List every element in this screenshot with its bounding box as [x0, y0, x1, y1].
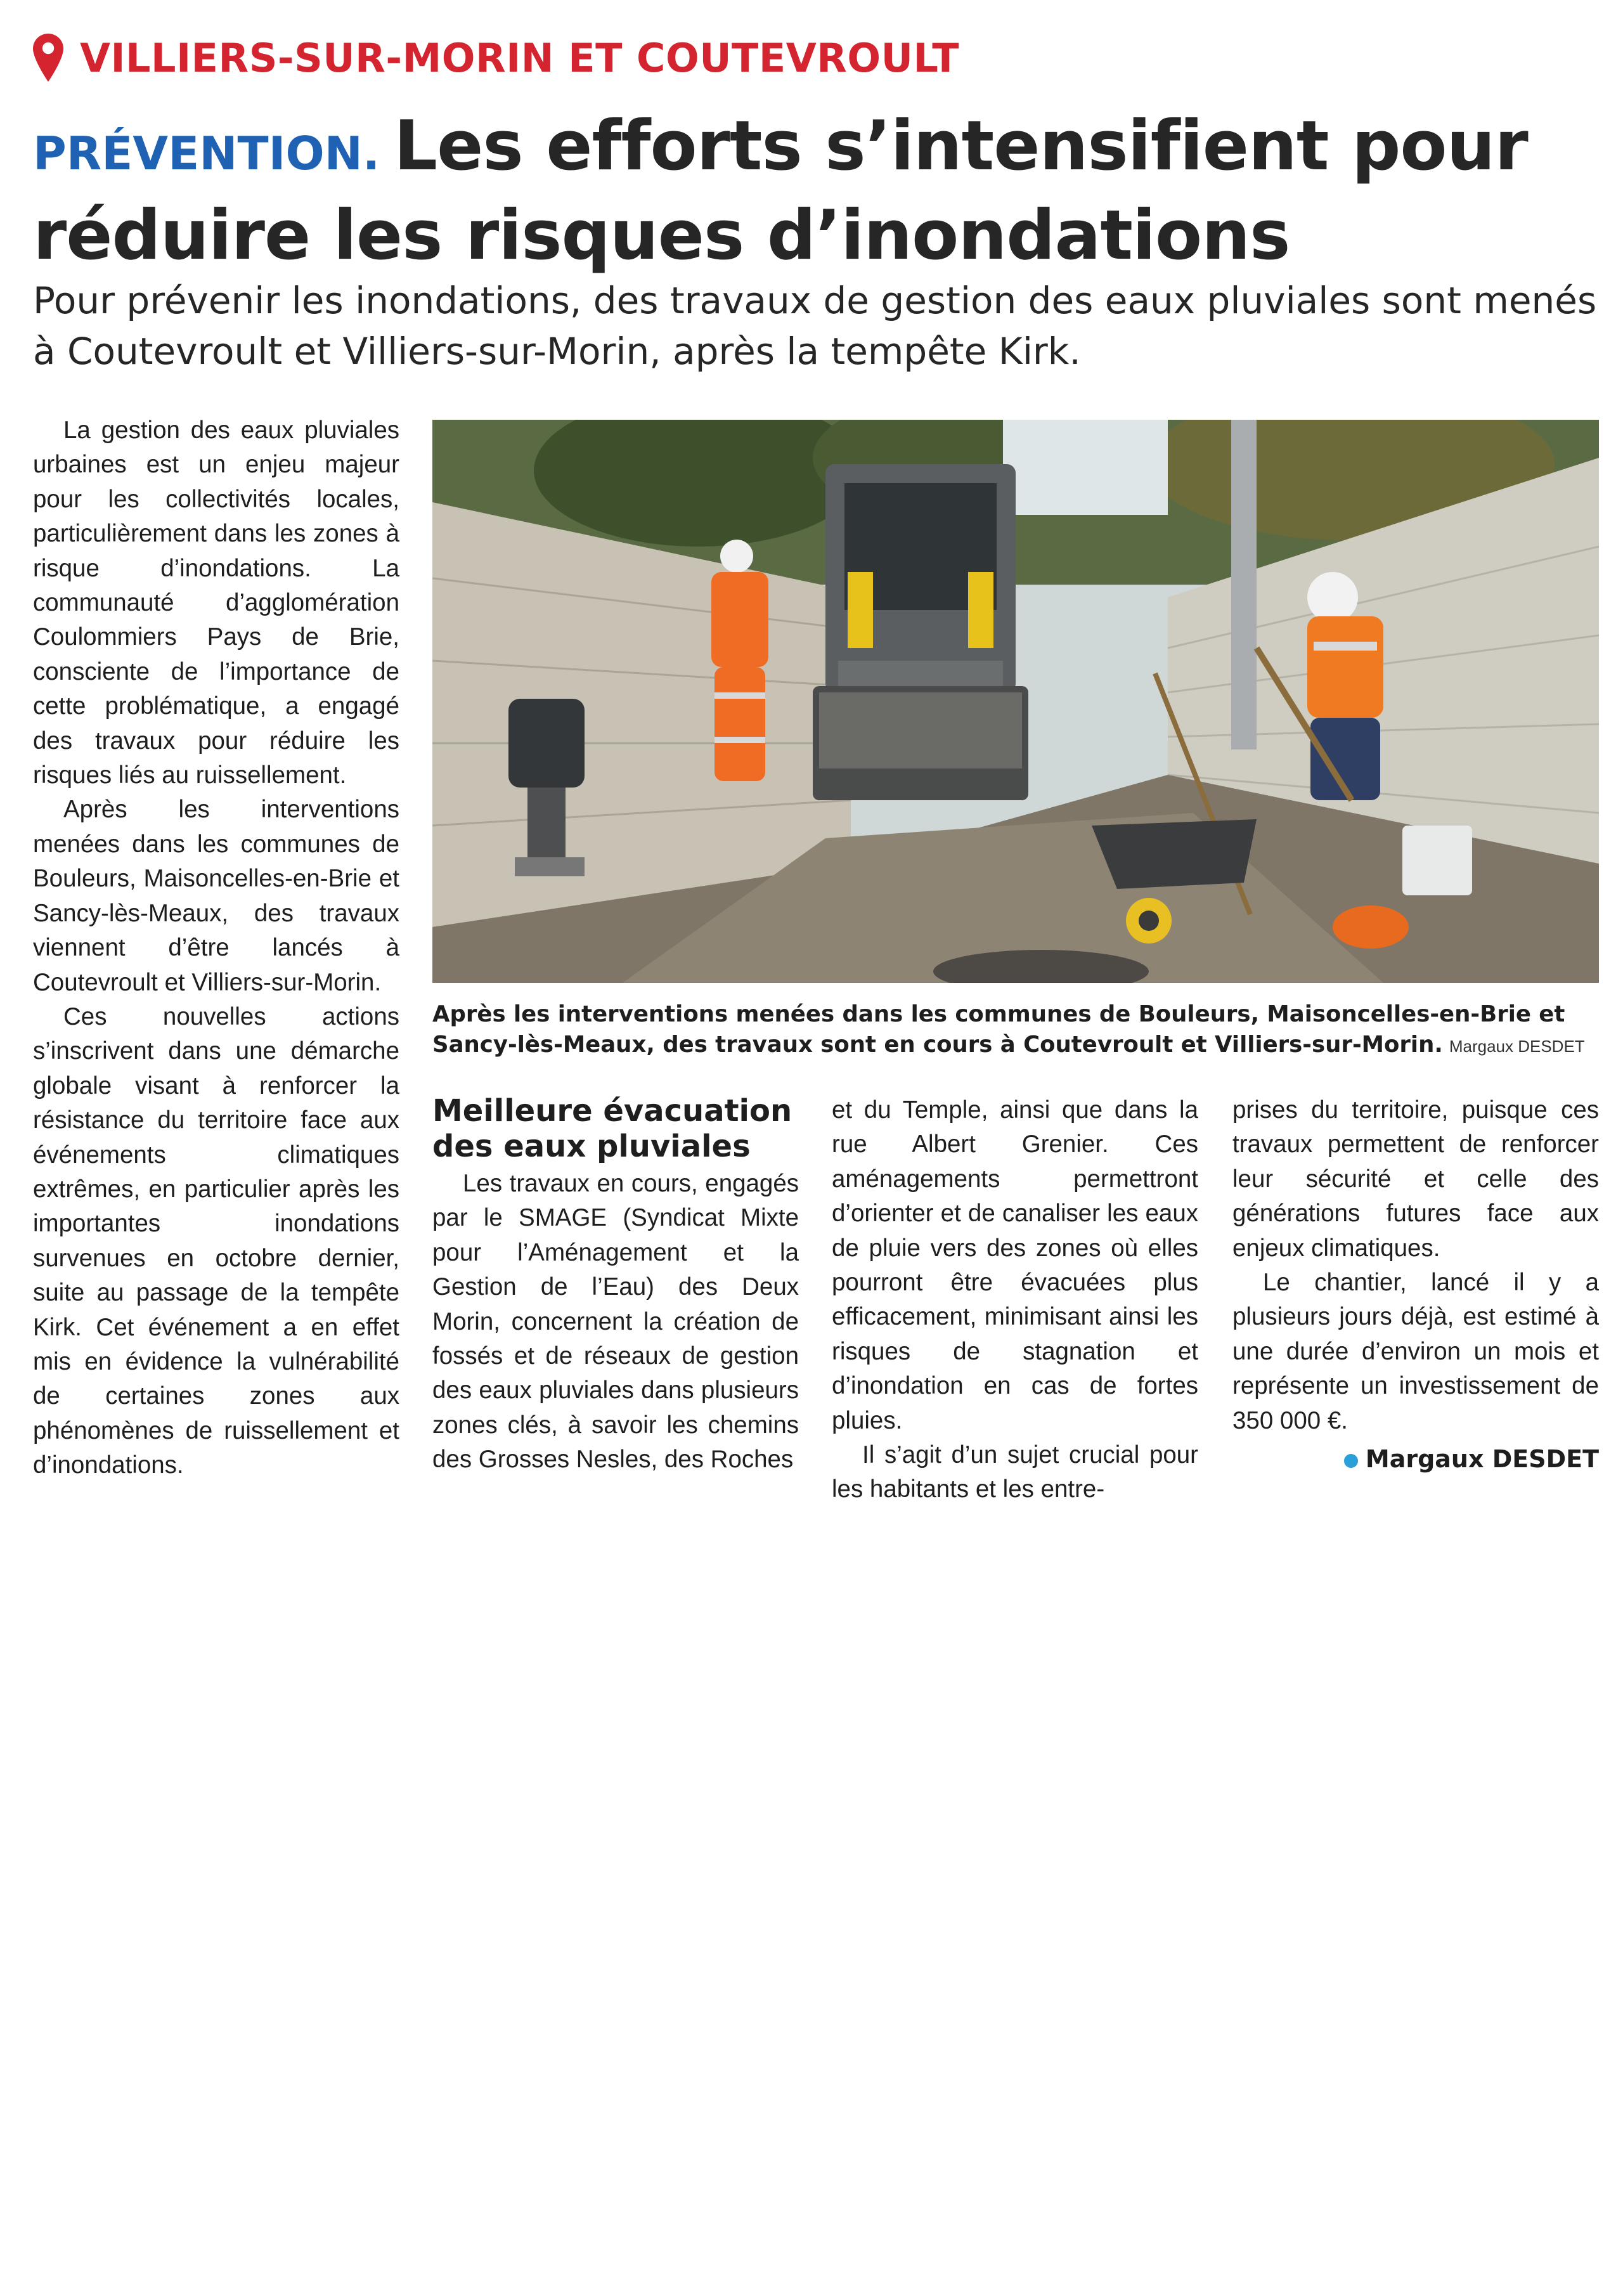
photo-credit: Margaux DESDET: [1449, 1037, 1585, 1056]
author-name: Margaux DESDET: [1365, 1445, 1599, 1474]
location-tag: [33, 29, 959, 86]
headline-kicker: PRÉVENTION.: [33, 127, 380, 180]
paragraph: Le chantier, lancé il y a plusieurs jours déjà, est estimé à une durée d’environ un mois et représente un investissement de 350 000 €.: [1232, 1269, 1599, 1434]
body-column-3: [832, 1093, 1198, 1507]
bullet-icon: [1344, 1454, 1358, 1468]
body-column-2: [432, 1093, 799, 1477]
headline-title: Les efforts s’intensifient pour réduire les risques d’inondations: [33, 107, 1528, 275]
caption-text: Après les interventions menées dans les communes de Bouleurs, Maisoncelles-en-Brie et Sancy-lès-Meaux, des travaux sont en cours à Coutevroult et Villiers-sur-Morin.: [432, 1001, 1565, 1058]
location-label: VILLIERS-SUR-MORIN ET COUTEVROULT: [80, 34, 960, 81]
photo-caption: [432, 999, 1599, 1061]
body-column-1: [33, 413, 399, 1483]
construction-site-image: [432, 420, 1599, 983]
body-column-4: [1232, 1093, 1599, 1476]
article-photo: [432, 420, 1599, 983]
subheading: Meilleure évacuation des eaux pluviales: [432, 1093, 792, 1164]
paragraph: La gestion des eaux pluviales urbaines est un enjeu majeur pour les collectivités locales, particulièrement dans les zones à risque d’inondations. La communauté d’agglomération Coulommiers Pays de Brie, consciente de l’importance de cette problématique, a engagé des travaux pour réduire les risques liés au ruissellement.: [33, 417, 399, 789]
map-pin-icon: [33, 34, 63, 82]
author-signature: [1232, 1442, 1599, 1476]
paragraph: et du Temple, ainsi que dans la rue Albert Grenier. Ces aménagements permettront d’orienter et de canaliser les eaux de pluie vers des zones où elles pourront être évacuées plus efficacement, minimisant ainsi les risques de stagnation et d’inondation en cas de fortes pluies.: [832, 1096, 1198, 1434]
paragraph: Les travaux en cours, engagés par le SMAGE (Syndicat Mixte pour l’Aménagement et la Gestion de l’Eau) des Deux Morin, concernent la création de fossés et de réseaux de gestion des eaux pluviales dans plusieurs zones clés, à savoir les chemins des Grosses Nesles, des Roches: [432, 1170, 799, 1474]
paragraph: prises du territoire, puisque ces travaux permettent de renforcer leur sécurité et celle des générations futures face aux enjeux climatiques.: [1232, 1096, 1599, 1262]
paragraph: Il s’agit d’un sujet crucial pour les habitants et les entre-: [832, 1441, 1198, 1503]
paragraph: Après les interventions menées dans les communes de Bouleurs, Maisoncelles-en-Brie et Sancy-lès-Meaux, des travaux viennent d’être lancés à Coutevroult et Villiers-sur-Morin.: [33, 796, 399, 996]
paragraph: Ces nouvelles actions s’inscrivent dans une démarche globale visant à renforcer la résistance du territoire face aux événements climatiques extrêmes, en particulier après les importantes inondations survenues en octobre dernier, suite au passage de la tempête Kirk. Cet événement a en effet mis en évidence la vulnérabilité de certaines zones aux phénomènes de ruissellement et d’inondations.: [33, 1002, 399, 1479]
standfirst: Pour prévenir les inondations, des travaux de gestion des eaux pluviales sont menés à Coutevroult et Villiers-sur-Morin, après la tempête Kirk.: [33, 279, 1597, 373]
headline: [33, 105, 1593, 277]
